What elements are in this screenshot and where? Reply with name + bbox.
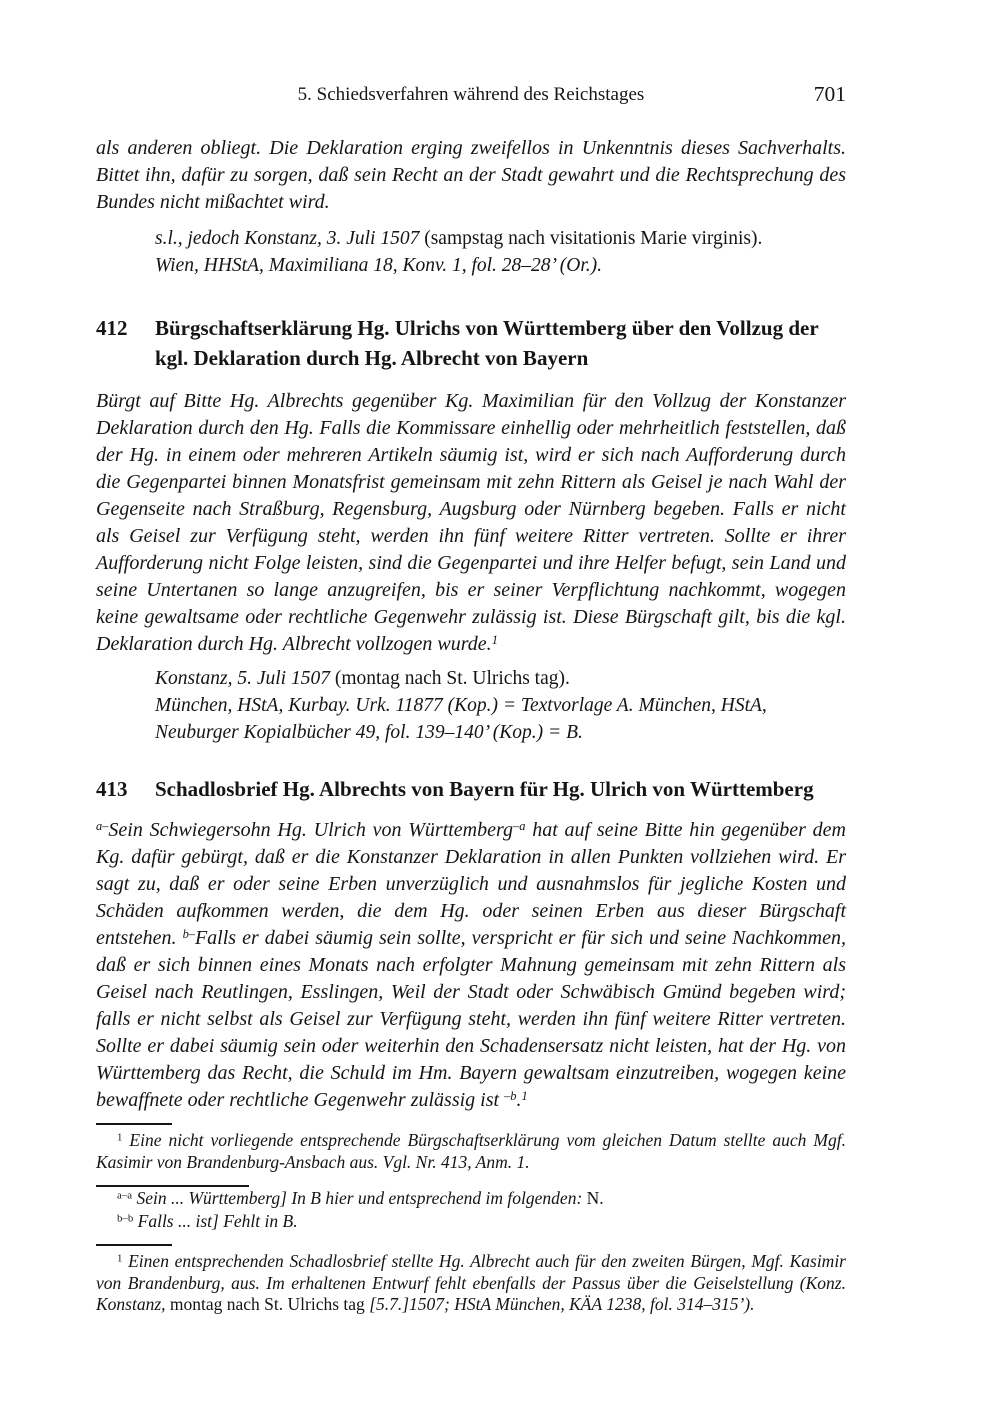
footnote-rule (96, 1185, 249, 1187)
footnotes-section (96, 1123, 846, 1316)
entry-413-title: Schadlosbrief Hg. Albrechts von Bayern für Hg. Ulrich von Württemberg (155, 777, 814, 801)
footnote-group-413 (96, 1244, 846, 1316)
entry-413-heading (96, 774, 846, 804)
entry-412-title: Bürgschaftserklärung Hg. Ulrichs von Württemberg über den Vollzug der kgl. Deklaration durch Hg. Albrecht von Bayern (155, 316, 819, 370)
entry-412-heading (96, 313, 846, 373)
footnote-412-1: $^1$ Eine nicht vorliegende entsprechende Bürgschaftserklärung vom gleichen Datum stellte auch Mgf. Kasimir von Brandenburg-Ansbach aus. Vgl. Nr. 413, Anm. 1. (96, 1130, 846, 1172)
entry-412-citation-block (155, 665, 846, 746)
entry-413-body: $^{a-}$Sein Schwiegersohn Hg. Ulrich von Württemberg$^{-a}$ hat auf seine Bitte hin gegenüber dem Kg. dafür gebürgt, daß er die Konstanzer Deklaration in allen Punkten vollziehen wird. Er sagt zu, daß er oder seine Erben unverzüglich und ausnahmslos für jegliche Kosten und Schäden aufkommen werden, die dem Hg. oder seinen Erben aus dieser Bürgschaft entstehen. $^{b-}$Falls er dabei säumig sein sollte, verspricht er für sich und seine Nachkommen, daß er sich binnen eines Monats nach erfolgter Mahnung gemeinsam mit zehn Rittern als Geisel nach Reutlingen, Esslingen, Weil der Stadt oder Schwäbisch Gmünd begeben wird; falls er nicht selbst als Geisel zur Verfügung steht, werden ihn fünf weitere Ritter vertreten. Sollte er dabei säumig sein oder weiterhin den Schadensersatz nicht leisten, hat der Hg. von Württemberg das Recht, die Schuld im Hm. Bayern gewaltsam einzutreiben, wogegen keine bewaffnete oder rechtliche Gegenwehr zulässig ist $^{-b}$.$^1$ (96, 818, 847, 1111)
citation-line: Wien, HHStA, Maximiliana 18, Konv. 1, fol. 28–28’ (Or.). (155, 255, 603, 276)
entry-413-number: 413 (96, 777, 128, 801)
footnote-group-variants-413 (96, 1185, 846, 1232)
intro-citation-block (155, 225, 846, 279)
citation-line: s.l., jedoch Konstanz, 3. Juli 1507 (sampstag nach visitationis Marie virginis). (155, 228, 763, 249)
footnote-413-1: $^1$ Einen entsprechenden Schadlosbrief stellte Hg. Albrecht auch für den zweiten Bürgen, Mgf. Kasimir von Brandenburg, aus. Im erhaltenen Entwurf fehlt ebenfalls der Passus über die Geiselstellung (Konz. Konstanz, montag nach St. Ulrichs tag [5.7.]1507; HStA München, KÄA 1238, fol. 314–315’). (96, 1251, 846, 1314)
footnote-rule (96, 1123, 172, 1125)
variant-note-a: $^{a-a}$ Sein ... Württemberg] In B hier und entsprechend im folgenden: N. (117, 1188, 604, 1208)
footnote-group-412 (96, 1123, 846, 1173)
entry-412-number: 412 (96, 316, 128, 340)
running-header (96, 84, 846, 112)
entry-412-body: Bürgt auf Bitte Hg. Albrechts gegenüber Kg. Maximilian für den Vollzug der Konstanzer Deklaration durch den Hg. Falls die Kommissare einhellig oder mehrheitlich feststellen, daß der Hg. in einem oder mehreren Artikeln säumig ist, wird er sich nach Aufforderung durch die Gegenpartei binnen Monatsfrist gemeinsam mit zehn Rittern als Geisel je nach Wahl der Gegenseite nach Straßburg, Regensburg, Augsburg oder Nürnberg begeben. Falls er nicht als Geisel zur Verfügung steht, werden ihn fünf weitere Ritter vertreten. Sollte er ihrer Aufforderung nicht Folge leisten, sind die Gegenpartei und ihre Helfer befugt, sein Land und seine Untertanen so lange anzugreifen, bis er seiner Verpflichtung nachkommt, wogegen keine gewaltsame oder rechtliche Gegenwehr zulässig ist. Diese Bürgschaft gilt, bis die kgl. Deklaration durch Hg. Albrecht vollzogen wurde.$^1$ (96, 390, 846, 655)
intro-paragraph: als anderen obliegt. Die Deklaration erging zweifellos in Unkenntnis dieses Sachverhalts. Bittet ihn, dafür zu sorgen, daß sein Recht an der Stadt gewahrt und die Rechtsprechung des Bundes nicht mißachtet wird. (96, 137, 846, 213)
citation-line: München, HStA, Kurbay. Urk. 11877 (Kop.) = Textvorlage A. München, HStA, Neuburger Kopialbücher 49, fol. 139–140’ (Kop.) = B. (155, 695, 767, 743)
running-header-section-title: 5. Schiedsverfahren während des Reichstages (297, 84, 645, 105)
page-number: 701 (813, 82, 846, 106)
citation-line: Konstanz, 5. Juli 1507 (montag nach St. Ulrichs tag). (155, 668, 570, 689)
variant-note-b: $^{b-b}$ Falls ... ist] Fehlt in B. (117, 1210, 298, 1231)
footnote-rule (96, 1244, 172, 1246)
